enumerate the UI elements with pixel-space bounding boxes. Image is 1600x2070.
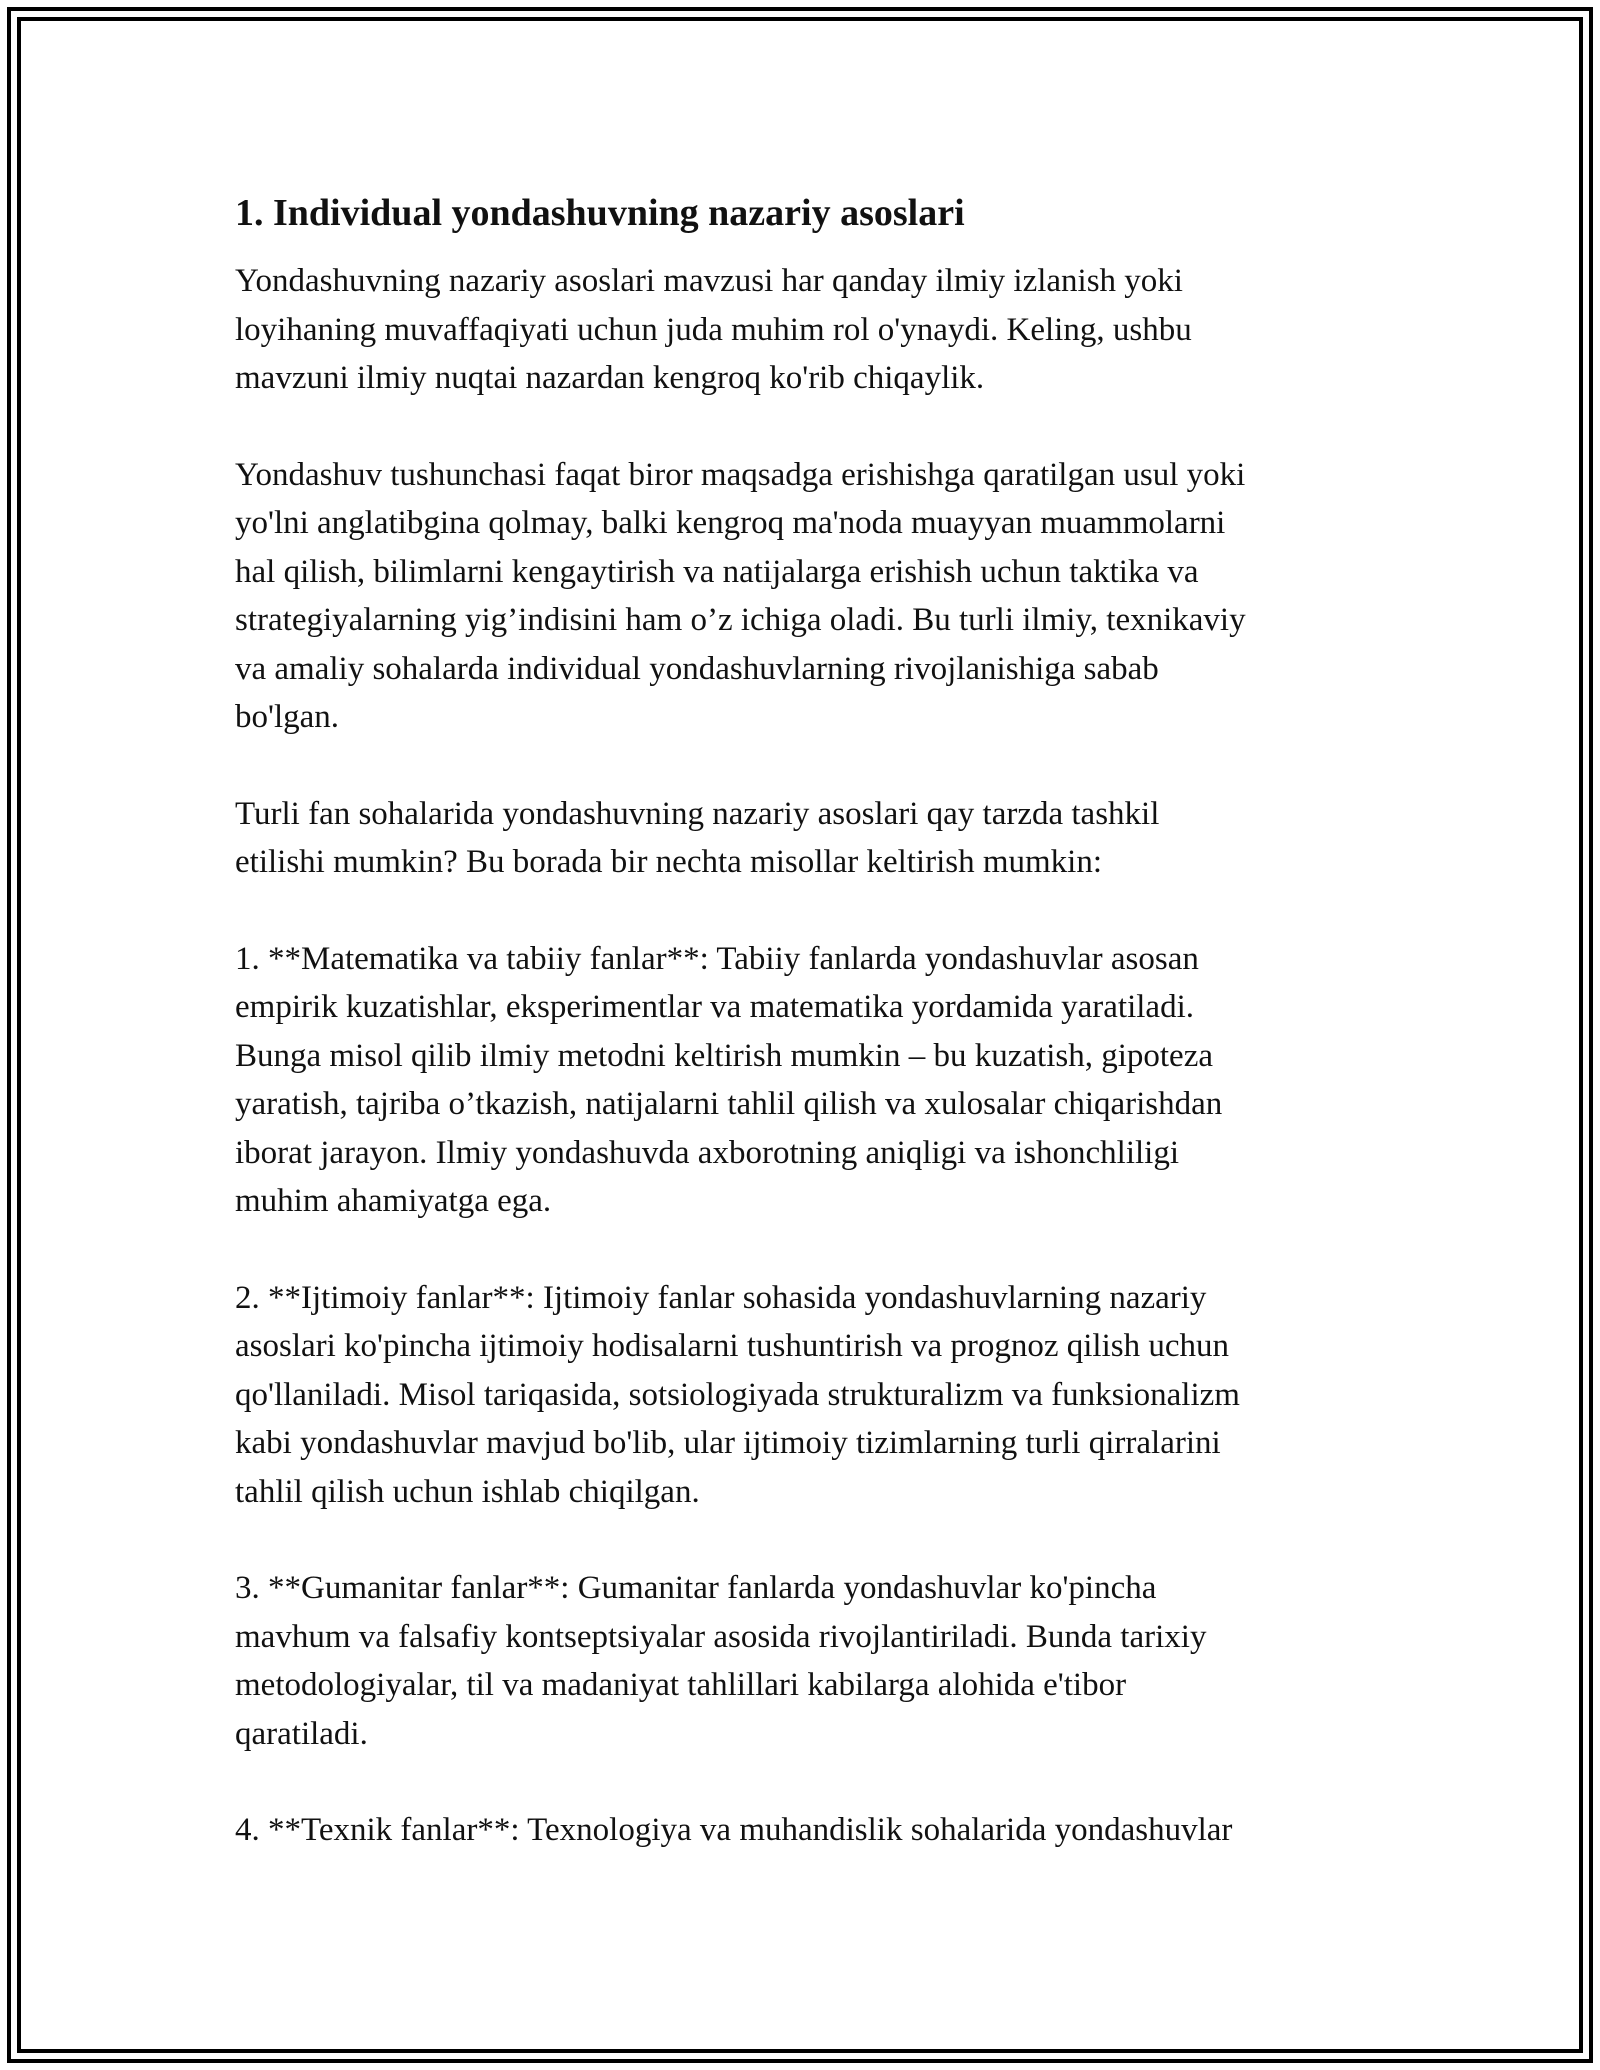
paragraph-intro: Yondashuvning nazariy asoslari mavzusi har qanday ilmiy izlanish yoki loyihaning muvaffaqiyati uchun juda muhim rol o'ynaydi. Keling, ushbu mavzuni ilmiy nuqtai nazardan kengroq ko'rib chiqaylik. xyxy=(235,263,1192,396)
section-heading: 1. Individual yondashuvning nazariy asoslari xyxy=(235,192,965,234)
document-body xyxy=(235,185,1375,1855)
list-item-humanities: 3. **Gumanitar fanlar**: Gumanitar fanlarda yondashuvlar ko'pincha mavhum va falsafiy kontseptsiyalar asosida rivojlantiriladi. Bunda tarixiy metodologiyalar, til va madaniyat tahlillari kabilarga alohida e'tibor qaratiladi. xyxy=(235,1570,1207,1752)
paragraph-concept: Yondashuv tushunchasi faqat biror maqsadga erishishga qaratilgan usul yoki yo'lni anglatibgina qolmay, balki kengroq ma'noda muayyan muammolarni hal qilish, bilimlarni kengaytirish va natijalarga erishish uchun taktika va strategiyalarning yig’indisini ham o’z ichiga oladi. Bu turli ilmiy, texnikaviy va amaliy sohalarda individual yondashuvlarning rivojlanishiga sabab bo'lgan. xyxy=(235,456,1246,735)
list-item-technical-sciences: 4. **Texnik fanlar**: Texnologiya va muhandislik sohalarida yondashuvlar xyxy=(235,1812,1233,1848)
list-item-natural-sciences: 1. **Matematika va tabiiy fanlar**: Tabiiy fanlarda yondashuvlar asosan empirik kuzatishlar, eksperimentlar va matematika yordamida yaratiladi. Bunga misol qilib ilmiy metodni keltirish mumkin – bu kuzatish, gipoteza yaratish, tajriba o’tkazish, natijalarni tahlil qilish va xulosalar chiqarishdan iborat jarayon. Ilmiy yondashuvda axborotning aniqligi va ishonchliligi muhim ahamiyatga ega. xyxy=(235,940,1223,1219)
paragraph-question: Turli fan sohalarida yondashuvning nazariy asoslari qay tarzda tashkil etilishi mumkin? Bu borada bir nechta misollar keltirish mumkin: xyxy=(235,795,1160,880)
list-item-social-sciences: 2. **Ijtimoiy fanlar**: Ijtimoiy fanlar sohasida yondashuvlarning nazariy asoslari ko'pincha ijtimoiy hodisalarni tushuntirish va prognoz qilish uchun qo'llaniladi. Misol tariqasida, sotsiologiyada strukturalizm va funksionalizm kabi yondashuvlar mavjud bo'lib, ular ijtimoiy tizimlarning turli qirralarini tahlil qilish uchun ishlab chiqilgan. xyxy=(235,1279,1240,1510)
